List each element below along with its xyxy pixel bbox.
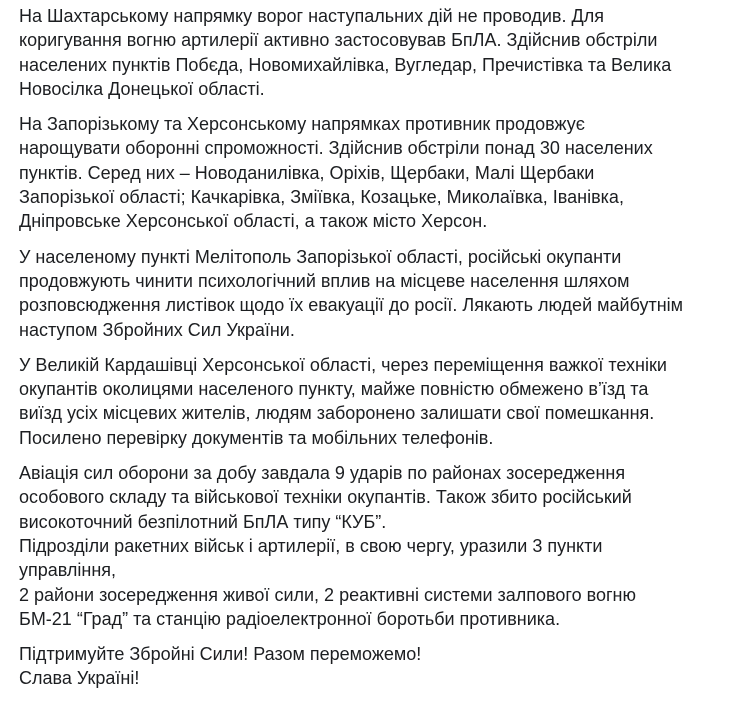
- paragraph-melitopol: [19, 245, 720, 342]
- text-line: коригування вогню артилерії активно застосовував БпЛА. Здійснив обстріли: [19, 30, 658, 51]
- text-line: 2 райони зосередження живої сили, 2 реактивні системи залпового вогню: [19, 584, 636, 605]
- text-line: управління,: [19, 560, 117, 581]
- text-line: На Шахтарському напрямку ворог наступальних дій не проводив. Для: [19, 6, 604, 26]
- text-line: пунктів. Серед них – Новоданилівка, Оріхів, Щербаки, Малі Щербаки: [19, 162, 595, 183]
- text-line: Підтримуйте Збройні Сили! Разом переможемо!: [19, 644, 422, 665]
- paragraph-closing: [19, 642, 720, 691]
- text-line: Дніпровське Херсонської області, а також місто Херсон.: [19, 211, 488, 232]
- text-line: БМ-21 “Град” та станцію радіоелектронної боротьби противника.: [19, 608, 561, 629]
- paragraph-zaporizhzhia-kherson: [19, 112, 720, 233]
- text-line: розповсюдження листівок щодо їх евакуації до росії. Лякають людей майбутнім: [19, 295, 684, 316]
- text-line: У Великій Кардашівці Херсонської області, через переміщення важкої техніки: [19, 354, 667, 375]
- text-line: окупантів околицями населеного пункту, майже повністю обмежено в’їзд та: [19, 379, 649, 400]
- paragraph-velyka-kardashivka: [19, 353, 720, 450]
- paragraph-shakhtarsk: [19, 4, 720, 101]
- text-line: Авіація сил оборони за добу завдала 9 ударів по районах зосередження: [19, 463, 626, 484]
- text-line: наступом Збройних Сил України.: [19, 319, 295, 340]
- text-line: Слава Україні!: [19, 668, 140, 689]
- text-line: Підрозділи ракетних військ і артилерії, в свою чергу, уразили 3 пункти: [19, 535, 603, 556]
- text-line: У населеному пункті Мелітополь Запорізької області, російські окупанти: [19, 246, 622, 267]
- text-line: нарощувати оборонні спроможності. Здійснив обстріли понад 30 населених: [19, 138, 653, 159]
- text-line: високоточний безпілотний БпЛА типу “КУБ”.: [19, 511, 387, 532]
- text-line: Посилено перевірку документів та мобільних телефонів.: [19, 427, 494, 448]
- text-line: продовжують чинити психологічний вплив на місцеве населення шляхом: [19, 270, 630, 291]
- text-line: На Запорізькому та Херсонському напрямках противник продовжує: [19, 114, 585, 135]
- text-line: виїзд усіх місцевих жителів, людям заборонено залишати свої помешкання.: [19, 403, 655, 424]
- paragraph-aviation-artillery: [19, 461, 720, 631]
- text-line: Новосілка Донецької області.: [19, 78, 265, 99]
- text-line: населених пунктів Побєда, Новомихайлівка, Вугледар, Пречистівка та Велика: [19, 54, 672, 75]
- text-line: особового складу та військової техніки окупантів. Також збито російський: [19, 487, 632, 508]
- text-line: Запорізької області; Качкарівка, Зміївка, Козацьке, Миколаївка, Іванівка,: [19, 187, 624, 208]
